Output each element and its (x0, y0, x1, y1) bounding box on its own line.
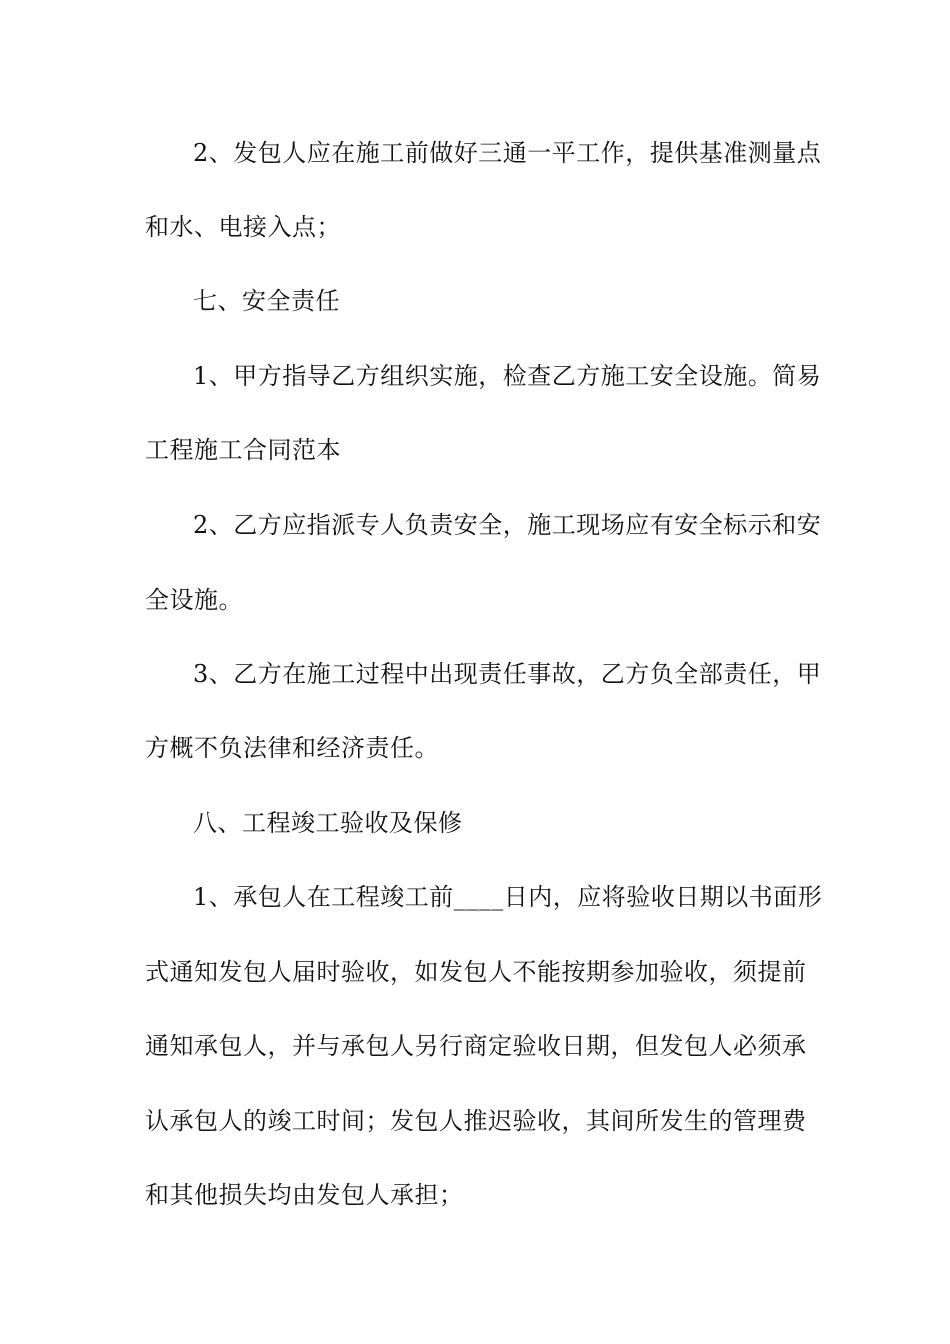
paragraph-line: 认承包人的竣工时间；发包人推迟验收，其间所发生的管理费 (145, 1107, 807, 1135)
paragraph-line: 式通知发包人届时验收，如发包人不能按期参加验收，须提前 (145, 958, 807, 986)
paragraph-line: 3、乙方在施工过程中出现责任事故，乙方负全部责任，甲 (193, 660, 822, 688)
paragraph-line: 1、承包人在工程竣工前____日内，应将验收日期以书面形 (193, 883, 823, 911)
paragraph-line: 和水、电接入点； (145, 213, 341, 241)
section-heading: 八、工程竣工验收及保修 (193, 809, 463, 837)
paragraph-line: 2、发包人应在施工前做好三通一平工作，提供基准测量点 (193, 139, 822, 167)
paragraph-line: 工程施工合同范本 (145, 436, 341, 464)
paragraph-line: 和其他损失均由发包人承担； (145, 1181, 464, 1209)
paragraph-line: 通知承包人，并与承包人另行商定验收日期，但发包人必须承 (145, 1032, 807, 1060)
paragraph-line: 方概不负法律和经济责任。 (145, 734, 439, 762)
paragraph-line: 2、乙方应指派专人负责安全，施工现场应有安全标示和安 (193, 511, 822, 539)
section-heading: 七、安全责任 (193, 287, 340, 315)
paragraph-line: 1、甲方指导乙方组织实施，检查乙方施工安全设施。简易 (193, 362, 822, 390)
paragraph-line: 全设施。 (145, 586, 243, 614)
